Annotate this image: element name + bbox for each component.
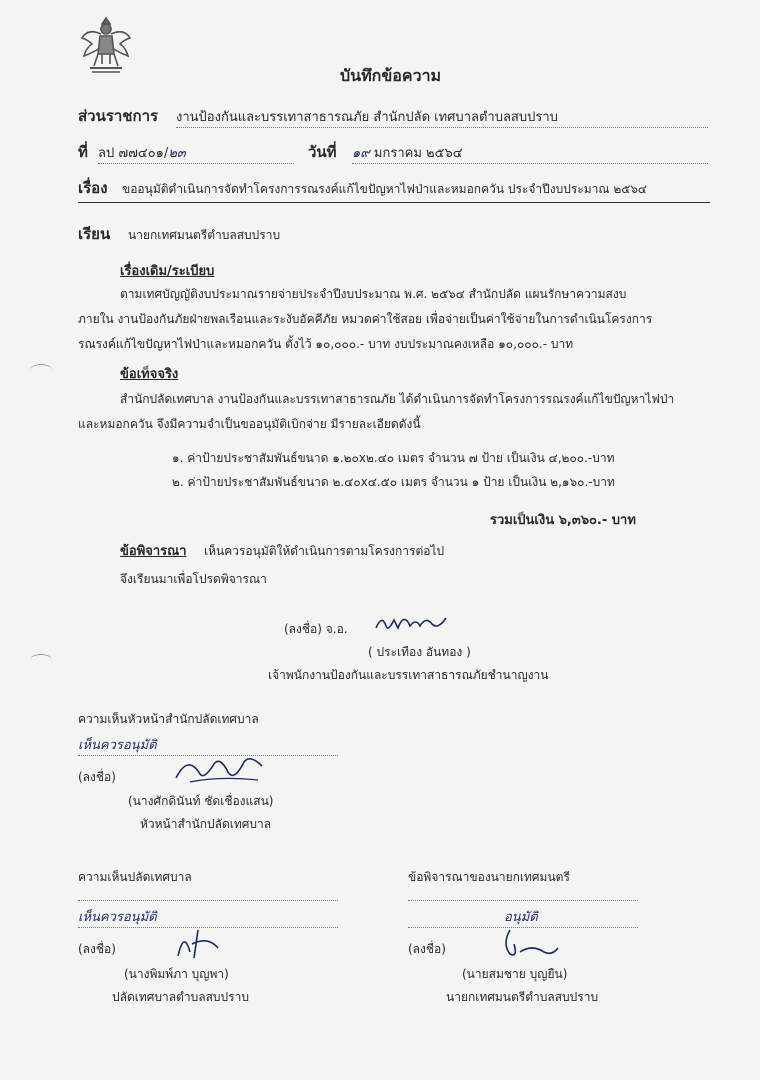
reference-handwritten: ๒๓ (168, 146, 186, 161)
date-label: วันที่ (308, 143, 337, 161)
department-value: งานป้องกันและบรรเทาสาธารณภัย สำนักปลัด เทศบาลตำบลสบปราบ (176, 106, 708, 128)
subject-value: ขออนุมัติดำเนินการจัดทำโครงการรณรงค์แก้ไขปัญหาไฟป่าและหมอกควัน ประจำปีงบประมาณ ๒๕๖๔ (122, 182, 648, 196)
clerk-handwritten-note: เห็นควรอนุมัติ (78, 906, 338, 928)
chief-sign-label: (ลงชื่อ) (78, 770, 116, 784)
signature-icon (372, 608, 452, 636)
item-line: ๒. ค่าป้ายประชาสัมพันธ์ขนาด ๒.๔๐x๔.๕๐ เมตร จำนวน ๑ ป้าย เป็นเงิน ๒,๑๖๐.-บาท (172, 475, 615, 489)
background-line: ภายใน งานป้องกันภัยฝ่ายพลเรือนและระงับอัคคีภัย หมวดค่าใช้สอย เพื่อจ่ายเป็นค่าใช้จ่ายในการดำเนินโครงการ (78, 312, 653, 326)
clerk-name: (นางพิมพ์ภา บุญพา) (124, 967, 229, 981)
clerk-position: ปลัดเทศบาลตำบลสบปราบ (112, 990, 249, 1004)
garuda-emblem-icon (78, 14, 134, 76)
addressee-value: นายกเทศมนตรีตำบลสบปราบ (128, 228, 281, 242)
total-amount: รวมเป็นเงิน ๖,๓๖๐.- บาท (490, 513, 636, 528)
date-value: มกราคม ๒๕๖๔ (373, 146, 463, 161)
background-line: รณรงค์แก้ไขปัญหาไฟป่าและหมอกควัน ตั้งไว้ ๑๐,๐๐๐.- บาท งบประมาณคงเหลือ ๑๐,๐๐๐.- บาท (78, 337, 574, 351)
chief-handwritten-note: เห็นควรอนุมัติ (78, 734, 338, 756)
addressee-label: เรียน (78, 225, 111, 243)
mayor-name: (นายสมชาย บุญยืน) (462, 967, 568, 981)
signer-sign-prefix: (ลงชื่อ) จ.อ. (284, 622, 348, 636)
reference-field (98, 142, 294, 164)
signer-position: เจ้าพนักงานป้องกันและบรรเทาสาธารณภัยชำนาญงาน (268, 668, 549, 682)
closing-text: จึงเรียนมาเพื่อโปรดพิจารณา (120, 572, 267, 586)
signature-icon (496, 924, 566, 960)
consideration-label: ข้อพิจารณา (120, 544, 187, 559)
chief-position: หัวหน้าสำนักปลัดเทศบาล (140, 817, 272, 831)
background-line: ตามเทศบัญญัติงบประมาณรายจ่ายประจำปีงบประมาณ พ.ศ. ๒๕๖๔ สำนักปลัด แผนรักษาความสงบ (120, 287, 627, 301)
memo-title: บันทึกข้อความ (340, 66, 442, 85)
mayor-handwritten-note: อนุมัติ (408, 906, 638, 928)
department-label: ส่วนราชการ (78, 107, 159, 125)
mayor-position: นายกเทศมนตรีตำบลสบปราบ (446, 990, 599, 1004)
mayor-sign-label: (ลงชื่อ) (408, 942, 446, 956)
signer-name: ( ประเทือง อันทอง ) (368, 645, 471, 659)
chief-opinion-heading: ความเห็นหัวหน้าสำนักปลัดเทศบาล (78, 712, 259, 726)
subject-divider (78, 202, 710, 203)
dotted-line (78, 900, 338, 901)
signature-icon (168, 926, 228, 962)
consideration-text: เห็นควรอนุมัติให้ดำเนินการตามโครงการต่อไป (204, 544, 445, 558)
date-field (352, 142, 708, 164)
reference-label: ที่ (78, 143, 88, 161)
subject-label: เรื่อง (78, 179, 108, 197)
clerk-sign-label: (ลงชื่อ) (78, 942, 116, 956)
date-handwritten: ๑๙ (352, 146, 370, 161)
reference-value: ลป ๗๗๔๐๑/ (98, 146, 169, 161)
punch-hole-mark (30, 654, 52, 666)
clerk-opinion-heading: ความเห็นปลัดเทศบาล (78, 870, 192, 884)
signature-icon (170, 750, 270, 790)
facts-line: และหมอกควัน จึงมีความจำเป็นขออนุมัติเบิกจ่าย มีรายละเอียดดังนี้ (78, 417, 421, 431)
punch-hole-mark (30, 364, 52, 376)
facts-heading: ข้อเท็จจริง (120, 367, 179, 382)
background-heading: เรื่องเดิม/ระเบียบ (120, 264, 215, 279)
dotted-line (408, 900, 638, 901)
chief-name: (นางศักดินันท์ ชัดเชื่องแสน) (128, 794, 274, 808)
item-line: ๑. ค่าป้ายประชาสัมพันธ์ขนาด ๑.๒๐x๒.๔๐ เมตร จำนวน ๗ ป้าย เป็นเงิน ๔,๒๐๐.-บาท (172, 451, 615, 465)
mayor-opinion-heading: ข้อพิจารณาของนายกเทศมนตรี (408, 870, 570, 884)
facts-line: สำนักปลัดเทศบาล งานป้องกันและบรรเทาสาธารณภัย ได้ดำเนินการจัดทำโครงการรณรงค์แก้ไขปัญหาไฟป่า (120, 392, 675, 406)
